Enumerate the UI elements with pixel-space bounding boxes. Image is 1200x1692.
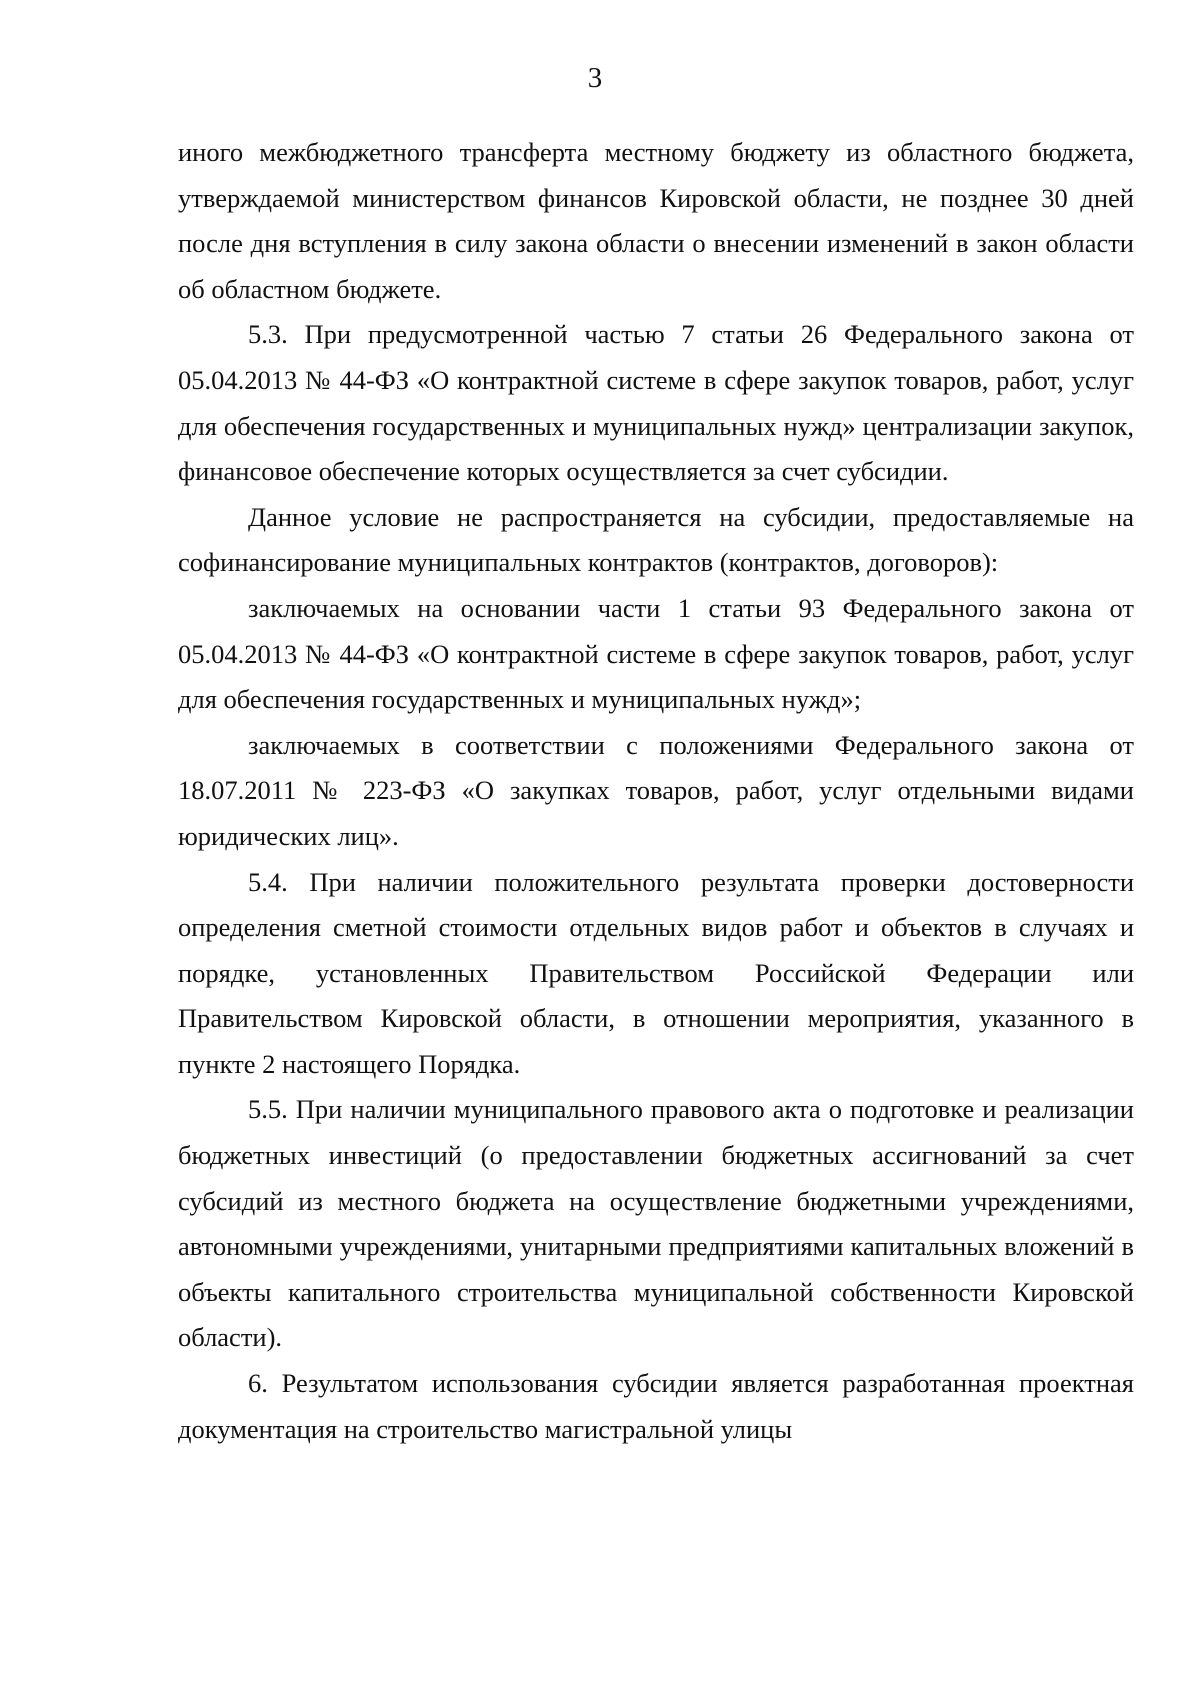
paragraph-5-4: 5.4. При наличии положительного результата проверки достоверности определения сметной стоимости отдельных видов работ и объектов в случаях и порядке, установленных Правительством Российской Федерации или Правительством Кировской области, в отношении мероприятия, указанного в пункте 2 настоящего Порядка. [178, 866, 1134, 1079]
paragraph-5-3: 5.3. При предусмотренной частью 7 статьи 26 Федерального закона от 05.04.2013 № 44-ФЗ «О контрактной системе в сфере закупок товаров, работ, услуг для обеспечения государственных и муниципальных нужд» централизации закупок, финансовое обеспечение которых осуществляется за счет субсидии. [178, 319, 1134, 487]
paragraph-exception: Данное условие не распространяется на субсидии, предоставляемые на софинансирование муниципальных контрактов (контрактов, договоров): [178, 501, 1134, 578]
paragraph-exception-item-2: заключаемых в соответствии с положениями Федерального закона от 18.07.2011 № 223-ФЗ «О закупках товаров, работ, услуг отдельными видами юридических лиц». [178, 729, 1134, 851]
paragraph-exception-item-1: заключаемых на основании части 1 статьи 93 Федерального закона от 05.04.2013 № 44-ФЗ «О контрактной системе в сфере закупок товаров, работ, услуг для обеспечения государственных и муниципальных нужд»; [178, 592, 1134, 715]
page-number: 3 [587, 62, 603, 94]
paragraph-5-5: 5.5. При наличии муниципального правового акта о подготовке и реализации бюджетных инвестиций (о предоставлении бюджетных ассигнований за счет субсидий из местного бюджета на осуществление бюджетными учреждениями, автономными учреждениями, унитарными предприятиями капитальных вложений в объекты капитального строительства муниципальной собственности Кировской области). [178, 1094, 1134, 1353]
paragraph-6: 6. Результатом использования субсидии является разработанная проектная документация на строительство магистральной улицы [178, 1368, 1134, 1444]
document-body [178, 130, 1134, 1452]
paragraph-transfer-deadline: иного межбюджетного трансферта местному бюджету из областного бюджета, утверждаемой министерством финансов Кировской области, не позднее 30 дней после дня вступления в силу закона области о внесении изменений в закон области об областном бюджете. [178, 137, 1134, 304]
